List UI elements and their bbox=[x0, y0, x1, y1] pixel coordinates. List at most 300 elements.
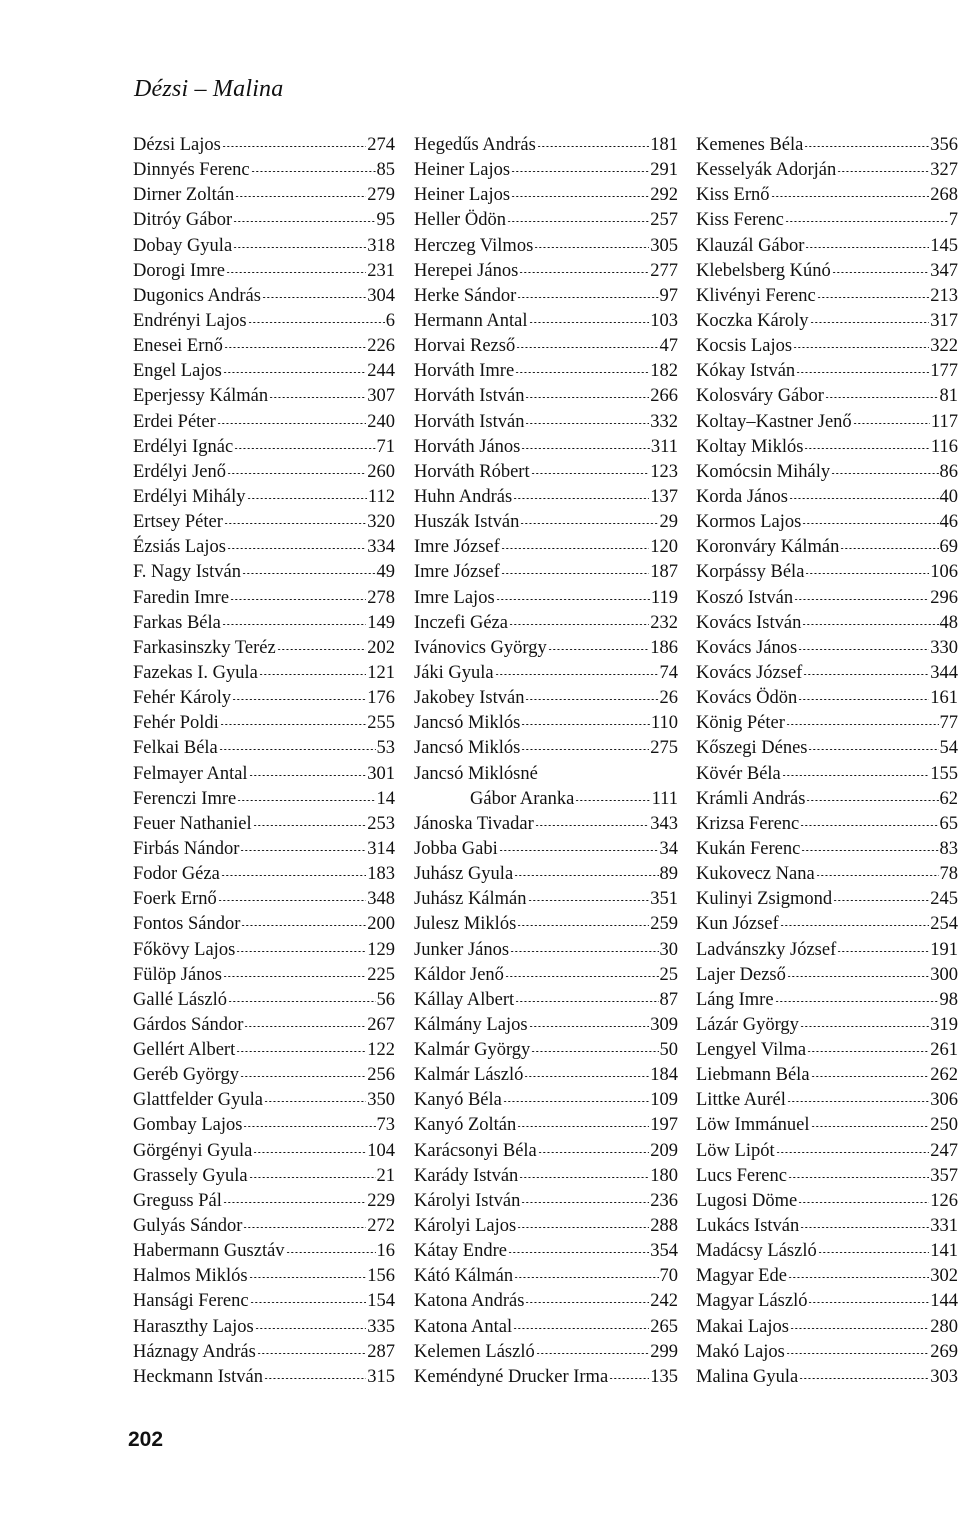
entry-page-number: 314 bbox=[367, 838, 395, 859]
entry-page-number: 155 bbox=[930, 763, 958, 784]
index-entry bbox=[133, 611, 395, 636]
entry-page-number: 320 bbox=[367, 512, 395, 533]
entry-name: Háznagy András bbox=[133, 1341, 256, 1362]
index-entry bbox=[696, 259, 958, 284]
entry-name: Jancsó Miklós bbox=[414, 738, 521, 759]
entry-name: Lukács István bbox=[696, 1216, 800, 1237]
index-entry bbox=[414, 485, 678, 510]
entry-page-number: 137 bbox=[650, 486, 678, 507]
index-entry bbox=[414, 837, 678, 862]
dot-leader bbox=[514, 1277, 658, 1278]
dot-leader bbox=[513, 498, 649, 499]
entry-page-number: 344 bbox=[930, 662, 958, 683]
entry-name: Greguss Pál bbox=[133, 1190, 222, 1211]
entry-name: Jakobey István bbox=[414, 688, 525, 709]
index-entry bbox=[696, 384, 958, 409]
entry-name: Kovács István bbox=[696, 612, 802, 633]
index-entry bbox=[696, 1289, 958, 1314]
entry-name: Haraszthy Lajos bbox=[133, 1316, 254, 1337]
dot-leader bbox=[780, 925, 930, 926]
entry-page-number: 347 bbox=[930, 260, 958, 281]
entry-name: Julesz Miklós bbox=[414, 914, 517, 935]
entry-name: Karácsonyi Béla bbox=[414, 1140, 537, 1161]
dot-leader bbox=[817, 297, 930, 298]
entry-page-number: 343 bbox=[650, 813, 678, 834]
index-entry bbox=[696, 183, 958, 208]
index-entry bbox=[414, 1038, 678, 1063]
entry-page-number: 244 bbox=[367, 361, 395, 382]
index-entry bbox=[133, 1315, 395, 1340]
dot-leader bbox=[517, 1227, 649, 1228]
entry-name: F. Nagy István bbox=[133, 562, 241, 583]
index-entry bbox=[414, 384, 678, 409]
dot-leader bbox=[508, 1252, 649, 1253]
dot-leader bbox=[802, 624, 938, 625]
entry-page-number: 229 bbox=[367, 1190, 395, 1211]
index-entry bbox=[696, 1365, 958, 1390]
index-entry bbox=[133, 410, 395, 435]
entry-name: Hansági Ferenc bbox=[133, 1291, 249, 1312]
entry-name: Károlyi Lajos bbox=[414, 1216, 517, 1237]
index-entry bbox=[414, 1164, 678, 1189]
entry-page-number: 122 bbox=[367, 1040, 395, 1061]
index-entry bbox=[133, 1013, 395, 1038]
entry-page-number: 181 bbox=[650, 135, 678, 155]
entry-name: Makó Lajos bbox=[696, 1341, 785, 1362]
entry-page-number: 145 bbox=[930, 235, 958, 256]
dot-leader bbox=[810, 322, 930, 323]
entry-page-number: 302 bbox=[930, 1266, 958, 1287]
entry-name: Kállay Albert bbox=[414, 989, 515, 1010]
entry-name: Fazekas I. Gyula bbox=[133, 662, 258, 683]
entry-page-number: 48 bbox=[939, 612, 958, 633]
index-entry bbox=[133, 988, 395, 1013]
index-entry bbox=[696, 711, 958, 736]
entry-page-number: 69 bbox=[939, 537, 958, 558]
dot-leader bbox=[776, 1152, 930, 1153]
index-entry bbox=[133, 1239, 395, 1264]
index-entry bbox=[133, 234, 395, 259]
entry-name: Makai Lajos bbox=[696, 1316, 789, 1337]
entry-name: Dinnyés Ferenc bbox=[133, 160, 250, 181]
entry-page-number: 186 bbox=[650, 637, 678, 658]
dot-leader bbox=[531, 473, 650, 474]
index-column-2 bbox=[414, 133, 678, 1390]
dot-leader bbox=[218, 900, 367, 901]
entry-name: Káldor Jenő bbox=[414, 964, 504, 985]
index-entry bbox=[696, 611, 958, 636]
index-entry bbox=[414, 862, 678, 887]
dot-leader bbox=[514, 875, 658, 876]
dot-leader bbox=[789, 498, 939, 499]
index-entry bbox=[414, 711, 678, 736]
dot-leader bbox=[223, 976, 366, 977]
index-entry bbox=[133, 485, 395, 510]
dot-leader bbox=[505, 976, 659, 977]
index-entry bbox=[414, 1315, 678, 1340]
entry-page-number: 275 bbox=[650, 738, 678, 759]
dot-leader bbox=[529, 1026, 650, 1027]
index-entry bbox=[696, 636, 958, 661]
dot-leader bbox=[575, 800, 650, 801]
entry-name: Felkai Béla bbox=[133, 738, 218, 759]
index-entry bbox=[696, 661, 958, 686]
entry-name: Grassely Gyula bbox=[133, 1165, 248, 1186]
entry-page-number: 225 bbox=[367, 964, 395, 985]
index-entry bbox=[133, 837, 395, 862]
dot-leader bbox=[798, 1202, 929, 1203]
entry-page-number: 232 bbox=[650, 612, 678, 633]
entry-page-number: 348 bbox=[367, 889, 395, 910]
dot-leader bbox=[249, 1177, 376, 1178]
entry-name: Kátay Endre bbox=[414, 1241, 507, 1262]
entry-page-number: 266 bbox=[650, 386, 678, 407]
dot-leader bbox=[241, 925, 366, 926]
entry-page-number: 81 bbox=[939, 386, 958, 407]
entry-page-number: 116 bbox=[930, 436, 958, 457]
dot-leader bbox=[251, 171, 376, 172]
dot-leader bbox=[262, 297, 366, 298]
index-entry bbox=[133, 787, 395, 812]
index-entry bbox=[133, 435, 395, 460]
entry-name: Kókay István bbox=[696, 361, 796, 382]
index-entry bbox=[414, 963, 678, 988]
entry-name: Kőszegi Dénes bbox=[696, 738, 808, 759]
entry-name: Koszó István bbox=[696, 587, 794, 608]
index-entry bbox=[133, 259, 395, 284]
entry-page-number: 86 bbox=[939, 461, 958, 482]
dot-leader bbox=[806, 800, 938, 801]
entry-page-number: 110 bbox=[650, 713, 678, 734]
dot-leader bbox=[796, 372, 929, 373]
index-entry bbox=[133, 560, 395, 585]
entry-name: Fodor Géza bbox=[133, 864, 220, 885]
dot-leader bbox=[233, 247, 366, 248]
entry-page-number: 280 bbox=[930, 1316, 958, 1337]
entry-page-number: 253 bbox=[367, 813, 395, 834]
dot-leader bbox=[798, 699, 929, 700]
entry-name: Jobba Gabi bbox=[414, 838, 498, 859]
entry-page-number: 265 bbox=[650, 1316, 678, 1337]
entry-name: Erdei Péter bbox=[133, 411, 216, 432]
entry-page-number: 135 bbox=[650, 1366, 678, 1387]
dot-leader bbox=[236, 1051, 366, 1052]
dot-leader bbox=[790, 1328, 929, 1329]
entry-name: Kanyó Zoltán bbox=[414, 1115, 517, 1136]
index-entry bbox=[696, 1315, 958, 1340]
dot-leader bbox=[805, 247, 929, 248]
index-entry bbox=[414, 560, 678, 585]
entry-page-number: 144 bbox=[930, 1291, 958, 1312]
entry-page-number: 103 bbox=[650, 310, 678, 331]
index-entry bbox=[133, 133, 395, 158]
dot-leader bbox=[501, 573, 649, 574]
entry-name: Eperjessy Kálmán bbox=[133, 386, 269, 407]
index-entry bbox=[133, 384, 395, 409]
dot-leader bbox=[525, 397, 649, 398]
dot-leader bbox=[805, 573, 929, 574]
entry-page-number: 149 bbox=[367, 612, 395, 633]
dot-leader bbox=[771, 196, 930, 197]
entry-name: Huhn András bbox=[414, 486, 513, 507]
entry-page-number: 187 bbox=[650, 562, 678, 583]
entry-page-number: 213 bbox=[930, 285, 958, 306]
entry-page-number: 112 bbox=[367, 486, 395, 507]
dot-leader bbox=[800, 1227, 929, 1228]
entry-name: Jánoska Tivadar bbox=[414, 813, 534, 834]
dot-leader bbox=[787, 976, 929, 977]
entry-name: Lugosi Döme bbox=[696, 1190, 798, 1211]
entry-name: Heller Ödön bbox=[414, 210, 506, 231]
entry-page-number: 95 bbox=[376, 210, 395, 231]
entry-page-number: 200 bbox=[367, 914, 395, 935]
entry-page-number: 242 bbox=[650, 1291, 678, 1312]
entry-name: Fehér Poldi bbox=[133, 713, 219, 734]
dot-leader bbox=[525, 699, 658, 700]
dot-leader bbox=[227, 473, 366, 474]
index-entry bbox=[133, 1038, 395, 1063]
entry-page-number: 356 bbox=[930, 135, 958, 155]
index-entry bbox=[414, 183, 678, 208]
dot-leader bbox=[528, 900, 650, 901]
index-entry bbox=[133, 334, 395, 359]
entry-page-number: 83 bbox=[939, 838, 958, 859]
dot-leader bbox=[816, 875, 939, 876]
entry-name: Koczka Károly bbox=[696, 310, 809, 331]
dot-leader bbox=[786, 724, 939, 725]
index-entry bbox=[414, 410, 678, 435]
index-entry bbox=[696, 787, 958, 812]
dot-leader bbox=[230, 599, 366, 600]
entry-name: König Péter bbox=[696, 713, 785, 734]
dot-leader bbox=[237, 800, 375, 801]
entry-page-number: 277 bbox=[650, 260, 678, 281]
index-entry bbox=[696, 686, 958, 711]
entry-name: Ézsiás Lajos bbox=[133, 537, 226, 558]
index-entry bbox=[414, 334, 678, 359]
entry-name: Horváth Róbert bbox=[414, 461, 530, 482]
index-entry bbox=[696, 460, 958, 485]
index-entry bbox=[133, 309, 395, 334]
index-entry bbox=[696, 762, 958, 787]
entry-page-number: 305 bbox=[650, 235, 678, 256]
entry-page-number: 257 bbox=[650, 210, 678, 231]
dot-leader bbox=[286, 1252, 376, 1253]
entry-page-number: 54 bbox=[939, 738, 958, 759]
entry-name: Enesei Ernő bbox=[133, 336, 223, 357]
index-entry bbox=[414, 1113, 678, 1138]
entry-name: Fehér Károly bbox=[133, 688, 232, 709]
entry-name: Kövér Béla bbox=[696, 763, 781, 784]
dot-leader bbox=[255, 1328, 367, 1329]
entry-name: Herke Sándor bbox=[414, 285, 517, 306]
dot-leader bbox=[244, 1026, 366, 1027]
entry-page-number: 184 bbox=[650, 1065, 678, 1086]
dot-leader bbox=[537, 146, 649, 147]
entry-name: Kátó Kálmán bbox=[414, 1266, 514, 1287]
entry-name: Főkövy Lajos bbox=[133, 939, 236, 960]
entry-name: Dézsi Lajos bbox=[133, 135, 221, 155]
dot-leader bbox=[531, 1051, 658, 1052]
entry-page-number: 268 bbox=[930, 185, 958, 206]
index-entry bbox=[414, 586, 678, 611]
index-entry bbox=[696, 1038, 958, 1063]
entry-page-number: 6 bbox=[385, 310, 395, 331]
dot-leader bbox=[519, 1177, 649, 1178]
entry-name: Farkasinszky Teréz bbox=[133, 637, 276, 658]
entry-page-number: 70 bbox=[659, 1266, 678, 1287]
entry-page-number: 304 bbox=[367, 285, 395, 306]
entry-name: Dirner Zoltán bbox=[133, 185, 235, 206]
index-entry bbox=[414, 736, 678, 761]
entry-name: Madácsy László bbox=[696, 1241, 817, 1262]
dot-leader bbox=[804, 146, 929, 147]
dot-leader bbox=[782, 775, 929, 776]
index-columns bbox=[0, 133, 960, 1403]
entry-page-number: 301 bbox=[367, 763, 395, 784]
dot-leader bbox=[808, 1302, 929, 1303]
dot-leader bbox=[548, 649, 650, 650]
dot-leader bbox=[235, 196, 366, 197]
entry-page-number: 262 bbox=[930, 1065, 958, 1086]
index-entry bbox=[414, 259, 678, 284]
entry-name: Ertsey Péter bbox=[133, 512, 223, 533]
dot-leader bbox=[818, 1252, 930, 1253]
dot-leader bbox=[517, 297, 658, 298]
entry-name: Gallé László bbox=[133, 989, 227, 1010]
entry-name: Kulinyi Zsigmond bbox=[696, 889, 833, 910]
dot-leader bbox=[833, 900, 929, 901]
entry-page-number: 351 bbox=[650, 889, 678, 910]
index-entry bbox=[414, 1264, 678, 1289]
entry-page-number: 7 bbox=[948, 210, 958, 231]
entry-page-number: 315 bbox=[367, 1366, 395, 1387]
dot-leader bbox=[811, 1076, 930, 1077]
index-entry bbox=[696, 963, 958, 988]
entry-page-number: 180 bbox=[650, 1165, 678, 1186]
entry-page-number: 62 bbox=[939, 788, 958, 809]
entry-page-number: 272 bbox=[367, 1216, 395, 1237]
entry-name: Kukovecz Nana bbox=[696, 864, 815, 885]
dot-leader bbox=[496, 599, 650, 600]
index-entry bbox=[696, 535, 958, 560]
entry-name: Herepei János bbox=[414, 260, 519, 281]
dot-leader bbox=[269, 397, 366, 398]
entry-page-number: 47 bbox=[659, 336, 678, 357]
index-entry bbox=[696, 1013, 958, 1038]
dot-leader bbox=[517, 1126, 649, 1127]
entry-page-number: 98 bbox=[939, 989, 958, 1010]
index-entry bbox=[414, 284, 678, 309]
dot-leader bbox=[242, 573, 376, 574]
entry-page-number: 245 bbox=[930, 889, 958, 910]
index-entry bbox=[414, 359, 678, 384]
entry-name: Herczeg Vilmos bbox=[414, 235, 534, 256]
entry-page-number: 267 bbox=[367, 1014, 395, 1035]
entry-page-number: 56 bbox=[376, 989, 395, 1010]
index-entry bbox=[696, 1189, 958, 1214]
entry-page-number: 106 bbox=[930, 562, 958, 583]
entry-page-number: 40 bbox=[939, 486, 958, 507]
dot-leader bbox=[253, 1152, 366, 1153]
dot-leader bbox=[223, 1202, 366, 1203]
dot-leader bbox=[224, 523, 366, 524]
entry-page-number: 154 bbox=[367, 1291, 395, 1312]
entry-name: Horváth János bbox=[414, 436, 521, 457]
entry-page-number: 311 bbox=[650, 436, 678, 457]
dot-leader bbox=[538, 1152, 649, 1153]
dot-leader bbox=[837, 171, 929, 172]
entry-page-number: 247 bbox=[930, 1140, 958, 1161]
entry-name: Kelemen László bbox=[414, 1341, 535, 1362]
dot-leader bbox=[535, 825, 650, 826]
dot-leader bbox=[794, 599, 929, 600]
entry-name: Krámli András bbox=[696, 788, 806, 809]
entry-page-number: 29 bbox=[659, 512, 678, 533]
entry-name: Gábor Aranka bbox=[470, 788, 575, 809]
entry-name: Katona András bbox=[414, 1291, 525, 1312]
index-entry bbox=[133, 586, 395, 611]
entry-page-number: 182 bbox=[650, 361, 678, 382]
index-entry bbox=[133, 686, 395, 711]
entry-name: Faredin Imre bbox=[133, 587, 230, 608]
entry-name: Ferenczi Imre bbox=[133, 788, 237, 809]
index-entry bbox=[414, 208, 678, 233]
dot-leader bbox=[243, 1126, 375, 1127]
index-entry bbox=[133, 963, 395, 988]
entry-page-number: 256 bbox=[367, 1065, 395, 1086]
entry-page-number: 254 bbox=[930, 914, 958, 935]
entry-page-number: 317 bbox=[930, 310, 958, 331]
entry-page-number: 49 bbox=[376, 562, 395, 583]
entry-name: Gárdos Sándor bbox=[133, 1014, 244, 1035]
entry-name: Gellért Albert bbox=[133, 1040, 236, 1061]
entry-page-number: 197 bbox=[650, 1115, 678, 1136]
dot-leader bbox=[511, 196, 649, 197]
entry-name: Geréb György bbox=[133, 1065, 240, 1086]
dot-leader bbox=[232, 699, 366, 700]
dot-leader bbox=[837, 951, 929, 952]
entry-name: Horvai Rezső bbox=[414, 336, 516, 357]
entry-name: Juhász Kálmán bbox=[414, 889, 527, 910]
entry-name: Felmayer Antal bbox=[133, 763, 248, 784]
entry-page-number: 334 bbox=[367, 537, 395, 558]
entry-page-number: 121 bbox=[367, 662, 395, 683]
entry-page-number: 117 bbox=[930, 411, 958, 432]
entry-page-number: 161 bbox=[930, 688, 958, 709]
dot-leader bbox=[249, 1277, 367, 1278]
entry-name: Kormos Lajos bbox=[696, 512, 802, 533]
dot-leader bbox=[807, 1051, 929, 1052]
index-entry bbox=[133, 1365, 395, 1390]
entry-name: Kalmár György bbox=[414, 1040, 531, 1061]
index-entry bbox=[414, 133, 678, 158]
index-entry bbox=[696, 862, 958, 887]
entry-name: Kolosváry Gábor bbox=[696, 386, 824, 407]
dot-leader bbox=[788, 1177, 929, 1178]
entry-page-number: 322 bbox=[930, 336, 958, 357]
entry-name: Ditróy Gábor bbox=[133, 210, 233, 231]
entry-name: Erdélyi Mihály bbox=[133, 486, 246, 507]
dot-leader bbox=[804, 448, 930, 449]
entry-name: Lázár György bbox=[696, 1014, 799, 1035]
entry-page-number: 177 bbox=[930, 361, 958, 382]
dot-leader bbox=[788, 1277, 929, 1278]
index-entry bbox=[696, 1214, 958, 1239]
dot-leader bbox=[511, 171, 649, 172]
index-entry bbox=[696, 912, 958, 937]
entry-name: Kalmár László bbox=[414, 1065, 524, 1086]
